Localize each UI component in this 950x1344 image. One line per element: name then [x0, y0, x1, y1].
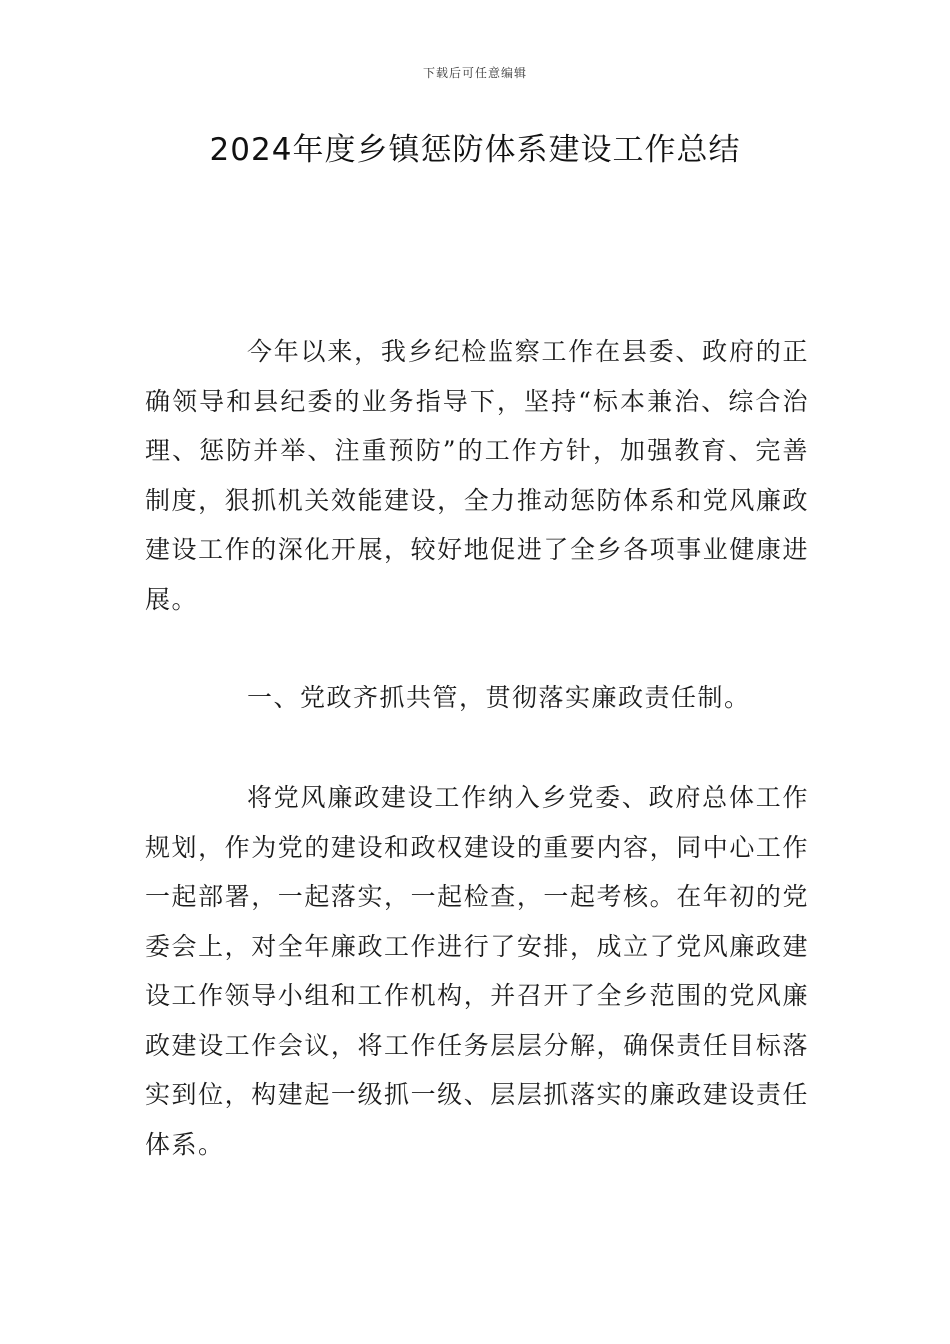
header-note: 下载后可任意编辑: [422, 66, 527, 80]
paragraph-text: 今年以来，我乡纪检监察工作在县委、政府的正确领导和县纪委的业务指导下，坚持“标本兼治、综合治理、惩防并举、注重预防”的工作方针，加强教育、完善制度，狠抓机关效能建设，全力推动惩防体系和党风廉政建设工作的深化开展，较好地促进了全乡各项事业健康进展。: [145, 337, 809, 614]
document-title: 2024年度乡镇惩防体系建设工作总结: [209, 132, 741, 168]
paragraph-section-one: [145, 773, 809, 1169]
paragraph-intro: [145, 327, 809, 624]
section-heading: [145, 673, 809, 723]
paragraph-text: 将党风廉政建设工作纳入乡党委、政府总体工作规划，作为党的建设和政权建设的重要内容，同中心工作一起部署，一起落实，一起检查，一起考核。在年初的党委会上，对全年廉政工作进行了安排，成立了党风廉政建设工作领导小组和工作机构，并召开了全乡范围的党风廉政建设工作会议，将工作任务层层分解，确保责任目标落实到位，构建起一级抓一级、层层抓落实的廉政建设责任体系。: [145, 783, 809, 1159]
section-heading-text: 一、党政齐抓共管，贯彻落实廉政责任制。: [247, 683, 751, 712]
